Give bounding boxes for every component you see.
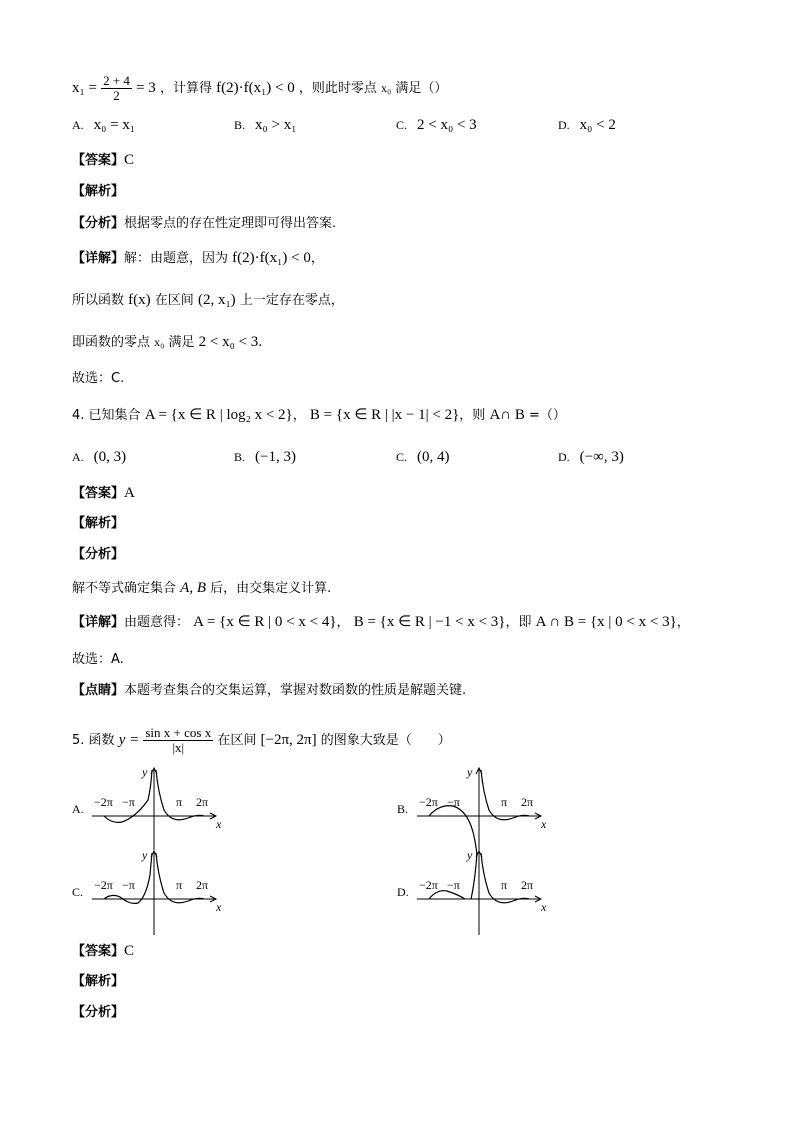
q4-xiangjie-sep: ，: [336, 615, 350, 630]
q3-x1-label: x₁ =: [72, 80, 97, 96]
tick-pi: π: [176, 878, 183, 892]
q4-stem-b: ，则: [459, 408, 486, 423]
q5-y: y =: [118, 732, 140, 748]
q4-intersection: A∩ B: [489, 407, 525, 423]
tick-pi: π: [501, 795, 508, 809]
q3-fenxi-tag: 【分析】: [72, 216, 125, 231]
q5-stem-a: 函数: [88, 733, 115, 748]
q4-option-d-label: D.: [558, 450, 570, 464]
q4-option-b-label: B.: [234, 450, 246, 464]
q3-stem-text1: ，计算得: [159, 81, 212, 96]
q3-answer-value: C: [124, 152, 135, 168]
q5-jiexi-tag: 【解析】: [72, 974, 125, 989]
q3-line3-x0: x₀: [154, 335, 165, 349]
q4-option-a-value: (0, 3): [93, 449, 127, 465]
q5-option-b-label: B.: [397, 802, 409, 816]
q3-fraction: [101, 74, 132, 103]
axis-x-label: x: [541, 900, 547, 914]
q3-fenxi: [72, 214, 336, 234]
q3-stem-text2: ，则此时零点: [298, 81, 377, 96]
q4-dianjing: [72, 681, 466, 701]
tick-2pi: 2π: [196, 795, 209, 809]
q5-graph-c: [88, 845, 238, 937]
axis-y-label: y: [467, 848, 473, 862]
tick-npi: −π: [447, 795, 460, 809]
q3-stem: [72, 74, 447, 103]
tick-n2pi: −2π: [94, 795, 113, 809]
q5-frac-den: |x|: [172, 740, 185, 755]
q4-option-b-value: (−1, 3): [255, 449, 296, 465]
q4-number: 4.: [72, 408, 85, 423]
q5-fenxi: [72, 1003, 124, 1023]
q4-answer: [72, 483, 135, 504]
q4-stem-c: =（）: [529, 408, 566, 423]
q4-set-b: B = {x ∈ R | |x − 1| < 2}: [309, 407, 460, 423]
tick-npi: −π: [447, 878, 460, 892]
q3-option-c: [396, 115, 477, 136]
q3-option-d-value: x₀ < 2: [579, 117, 616, 133]
q3-line3: [72, 332, 262, 353]
q3-guxuan: [72, 369, 124, 389]
q3-line3-a: 即函数的零点: [72, 335, 151, 350]
tick-n2pi: −2π: [419, 878, 438, 892]
q3-eq3: = 3: [136, 80, 156, 96]
q3-xiangjie: [72, 248, 324, 269]
q4-jiexi: [72, 514, 124, 534]
q4-xiangjie-a: 由题意得：: [124, 615, 190, 630]
q3-xiangjie-math1: f(2)·f(x₁) < 0: [232, 250, 311, 266]
q4-answer-value: A: [124, 485, 135, 501]
q4-xiangjie-set-b: B = {x ∈ R | −1 < x < 3}: [353, 614, 506, 630]
q5-option-c-label: C.: [72, 885, 84, 899]
tick-2pi: 2π: [521, 795, 534, 809]
q3-line3-math: 2 < x₀ < 3: [198, 334, 259, 350]
q4-xiangjie-b: ，即: [505, 615, 532, 630]
q3-frac-den: 2: [113, 88, 120, 103]
q5-graph-a: [88, 762, 238, 852]
axis-x-label: x: [216, 817, 222, 831]
tick-npi: −π: [122, 795, 135, 809]
tick-npi: −π: [122, 878, 135, 892]
q3-line2-a: 所以函数: [72, 293, 125, 308]
q3-option-c-value: 2 < x₀ < 3: [417, 117, 477, 133]
tick-2pi: 2π: [521, 878, 534, 892]
tick-n2pi: −2π: [419, 795, 438, 809]
tick-pi: π: [176, 795, 183, 809]
q3-line2-b: 在区间: [154, 293, 194, 308]
q5-jiexi: [72, 972, 124, 992]
q3-option-a-value: x₀ = x₁: [93, 117, 136, 133]
q4-option-a-label: A.: [72, 450, 84, 464]
q3-line3-end: .: [258, 335, 263, 350]
tick-2pi: 2π: [196, 878, 209, 892]
q4-stem-a: 已知集合: [88, 408, 141, 423]
q3-line2: [72, 290, 344, 311]
tick-n2pi: −2π: [94, 878, 113, 892]
q3-condition: f(2)·f(x₁) < 0: [216, 80, 295, 96]
q4-guxuan: [72, 650, 124, 670]
q4-fenxi-tag: 【分析】: [72, 547, 125, 562]
q3-line2-fx: f(x): [128, 292, 151, 308]
q4-fenxi: [72, 578, 331, 599]
q5-graph-d: [413, 845, 563, 937]
q5-fenxi-tag: 【分析】: [72, 1005, 125, 1020]
q4-option-a: [72, 447, 126, 468]
q3-line2-interval: (2, x₁): [197, 292, 236, 308]
axis-x-label: x: [541, 817, 547, 831]
q5-option-d-label: D.: [397, 885, 409, 899]
axis-y-label: y: [142, 765, 148, 779]
q4-dianjing-text: 本题考查集合的交集运算，掌握对数函数的性质是解题关键.: [124, 683, 467, 698]
q3-fenxi-text: 根据零点的存在性定理即可得出答案.: [124, 216, 337, 231]
q4-option-c-value: (0, 4): [417, 449, 450, 465]
q4-fenxi-b: 后，由交集定义计算.: [210, 581, 332, 596]
q3-xiangjie-end1: ，: [310, 251, 324, 266]
axis-x-label: x: [216, 900, 222, 914]
q4-fenxi-a: 解不等式确定集合: [72, 581, 177, 596]
q5-interval: [−2π, 2π]: [260, 732, 317, 748]
q4-option-c-label: C.: [396, 450, 408, 464]
q5-option-a-label: A.: [72, 802, 84, 816]
q3-line3-b: 满足: [168, 335, 195, 350]
q3-frac-num: 2 + 4: [103, 73, 130, 88]
q5-stem: [72, 726, 451, 755]
q5-stem-c: 的图象大致是（ ）: [320, 733, 451, 748]
q5-fraction: [143, 726, 213, 755]
q3-option-b-label: B.: [234, 118, 246, 132]
q3-guxuan-text: 故选：C.: [72, 371, 125, 386]
q5-answer-tag: 【答案】: [72, 944, 125, 959]
tick-pi: π: [501, 878, 508, 892]
q4-xiangjie-tag: 【详解】: [72, 615, 125, 630]
q4-xiangjie-end: ，: [676, 615, 690, 630]
q4-option-d: [558, 447, 624, 468]
q4-guxuan-text: 故选：A.: [72, 652, 124, 667]
q4-set-a: A = {x ∈ R | log₂ x < 2}: [144, 407, 293, 423]
q3-answer-tag: 【答案】: [72, 153, 125, 168]
q3-jiexi: [72, 182, 124, 202]
q3-answer: [72, 150, 134, 171]
axis-y-label: y: [467, 765, 473, 779]
q4-stem: [72, 405, 566, 426]
q3-option-b-value: x₀ > x₁: [255, 117, 297, 133]
q3-xiangjie-tag: 【详解】: [72, 251, 125, 266]
q3-option-b: [234, 115, 296, 136]
q5-answer: [72, 941, 134, 962]
q3-option-d-label: D.: [558, 118, 570, 132]
q4-option-c: [396, 447, 450, 468]
q5-frac-num: sin x + cos x: [145, 725, 212, 740]
q3-option-a: [72, 115, 135, 136]
q4-fenxi-tag-line: [72, 545, 124, 565]
q3-option-a-label: A.: [72, 118, 84, 132]
q5-answer-value: C: [124, 943, 135, 959]
q4-dianjing-tag: 【点睛】: [72, 683, 125, 698]
q4-answer-tag: 【答案】: [72, 486, 125, 501]
q4-jiexi-tag: 【解析】: [72, 516, 125, 531]
q3-option-c-label: C.: [396, 118, 408, 132]
q4-xiangjie-result: A ∩ B = {x | 0 < x < 3}: [535, 614, 677, 630]
q3-xiangjie-text1: 解：由题意，因为: [124, 251, 229, 266]
q4-fenxi-ab: A, B: [180, 580, 206, 596]
q4-xiangjie-set-a: A = {x ∈ R | 0 < x < 4}: [193, 614, 337, 630]
q4-sep: ，: [292, 408, 306, 423]
q3-x0: x₀: [381, 81, 392, 95]
q3-line2-c: 上一定存在零点，: [239, 293, 344, 308]
q3-stem-text3: 满足（）: [395, 81, 448, 96]
q5-number: 5.: [72, 733, 85, 748]
q4-option-b: [234, 447, 296, 468]
q3-option-d: [558, 115, 616, 136]
q4-xiangjie: [72, 612, 690, 633]
q4-option-d-value: (−∞, 3): [579, 449, 624, 465]
q5-stem-b: 在区间: [217, 733, 257, 748]
axis-y-label: y: [142, 848, 148, 862]
q3-jiexi-tag: 【解析】: [72, 184, 125, 199]
